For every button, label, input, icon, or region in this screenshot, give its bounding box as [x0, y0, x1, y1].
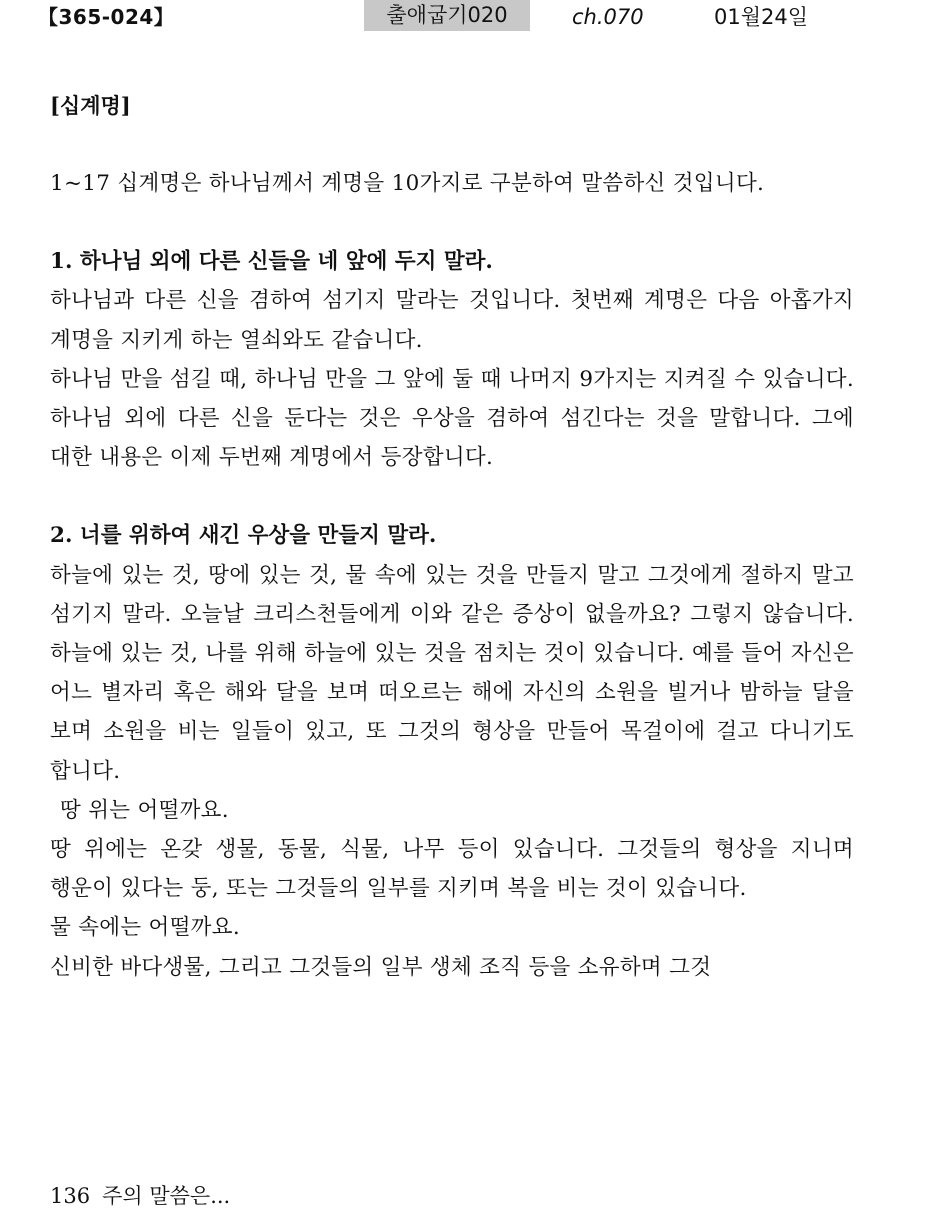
commandment-1-paragraph: 하나님과 다른 신을 겸하여 섬기지 말라는 것입니다. 첫번째 계명은 다음 아홉가지 계명을 지키게 하는 열쇠와도 같습니다. — [50, 288, 854, 353]
page-body — [50, 86, 854, 987]
commandment-2-paragraph: 하늘에 있는 것, 땅에 있는 것, 물 속에 있는 것을 만들지 말고 그것에게 절하지 말고 섬기지 말라. 오늘날 크리스천들에게 이와 같은 증상이 없을까요? 그렇지 않습니다. 하늘에 있는 것, 나를 위해 하늘에 있는 것을 점치는 것이 있습니다. 예를 들어 자신은 어느 별자리 혹은 해와 달을 보며 떠오르는 해에 자신의 소원을 빌거나 밤하늘 달을 보며 소원을 비는 일들이 있고, 또 그것의 형상을 만들어 목걸이에 걸고 다니기도 합니다. — [50, 562, 854, 784]
commandment-2-heading: 2. 너를 위하여 새긴 우상을 만들지 말라. — [50, 523, 437, 549]
page-number: 136 — [50, 1184, 91, 1208]
commandment-2-paragraph: 땅 위에는 온갖 생물, 동물, 식물, 나무 등이 있습니다. 그것들의 형상을 지니며 행운이 있다는 둥, 또는 그것들의 일부를 지키며 복을 비는 것이 있습니다. — [50, 837, 854, 902]
footer-title: 주의 말씀은... — [102, 1184, 231, 1208]
page-header — [0, 0, 950, 34]
question-line: 물 속에는 어떨까요. — [50, 915, 240, 941]
commandment-1-heading: 1. 하나님 외에 다른 신들을 네 앞에 두지 말라. — [50, 249, 493, 275]
section-title: [십계명] — [50, 93, 131, 118]
page-footer — [50, 1178, 230, 1214]
date-label: 01월24일 — [714, 5, 809, 29]
chapter-label: ch.070 — [572, 5, 644, 29]
commandment-1-paragraph: 하나님 만을 섬길 때, 하나님 만을 그 앞에 둘 때 나머지 9가지는 지켜질 수 있습니다. 하나님 외에 다른 신을 둔다는 것은 우상을 겸하여 섬긴다는 것을 말합니다. 그에 대한 내용은 이제 두번째 계명에서 등장합니다. — [50, 366, 854, 471]
commandment-2-paragraph: 신비한 바다생물, 그리고 그것들의 일부 생체 조직 등을 소유하며 그것 — [50, 954, 712, 980]
book-badge: 출애굽기020 — [364, 0, 530, 31]
intro-paragraph: 1~17 십계명은 하나님께서 계명을 10가지로 구분하여 말씀하신 것입니다. — [50, 171, 765, 196]
question-line: 땅 위는 어떨까요. — [60, 797, 229, 823]
reading-code: 【365-024】 — [38, 5, 175, 29]
